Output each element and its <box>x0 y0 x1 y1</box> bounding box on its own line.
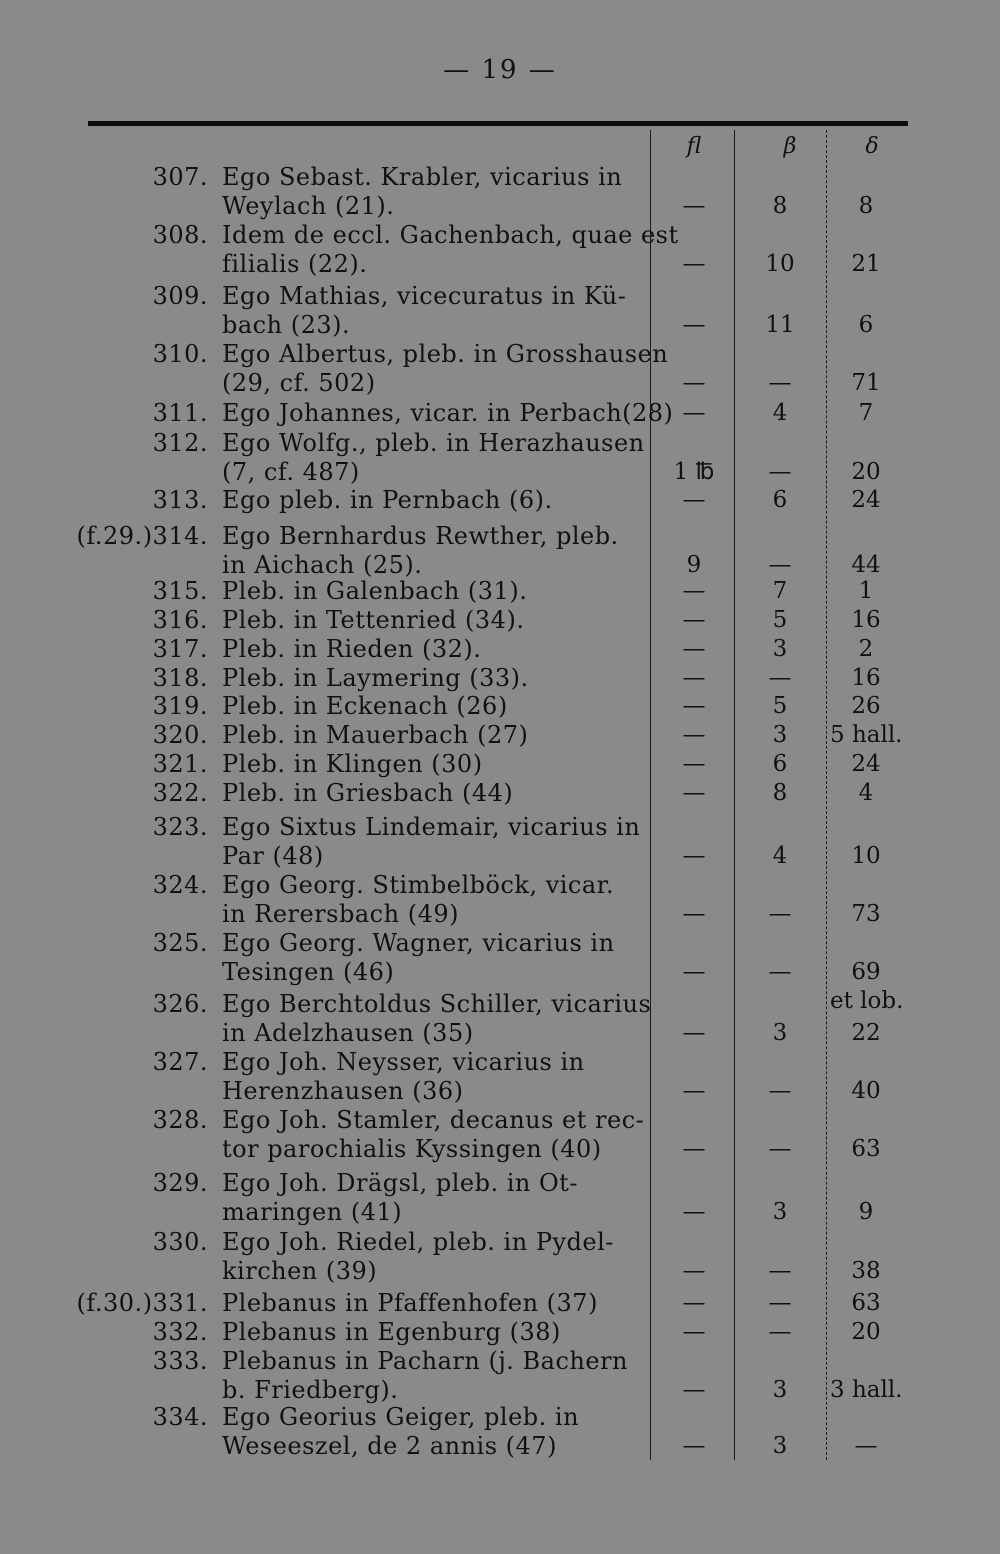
entry-text-line: Plebanus in Pacharn (j. Bachern <box>222 1347 629 1375</box>
entry-text-line: Ego Sebast. Krabler, vicarius in <box>222 163 623 191</box>
entry-text-line: Tesingen (46) <box>222 958 395 986</box>
entry-number: 310. <box>152 340 208 368</box>
entry-text-line: Ego Joh. Stamler, decanus et rec- <box>222 1106 645 1134</box>
cell-beta: — <box>768 665 792 691</box>
entry-text-line: in Adelzhausen (35) <box>222 1019 474 1047</box>
cell-delta: 20 <box>851 1319 881 1345</box>
cell-delta: 16 <box>851 607 881 633</box>
cell-delta: 40 <box>851 1078 881 1104</box>
cell-fl: — <box>682 312 706 338</box>
entry-text-line: Pleb. in Rieden (32). <box>222 635 482 663</box>
entry-text-line: Plebanus in Egenburg (38) <box>222 1318 561 1346</box>
cell-delta: 71 <box>851 370 881 396</box>
entry-text-line: Ego Johannes, vicar. in Perbach(28) <box>222 399 674 427</box>
cell-delta: 10 <box>851 843 881 869</box>
cell-delta: 9 <box>858 1199 874 1225</box>
entry-number: 316. <box>152 606 208 634</box>
cell-delta: 3 hall. <box>830 1377 903 1403</box>
cell-beta: — <box>768 1258 792 1284</box>
cell-delta: 8 <box>858 193 874 219</box>
cell-delta: 21 <box>851 251 881 277</box>
cell-fl: — <box>682 1377 706 1403</box>
cell-fl: — <box>682 780 706 806</box>
entry-text-line: Ego Georg. Stimbelböck, vicar. <box>222 871 615 899</box>
cell-delta: 69 <box>851 959 881 985</box>
cell-delta: 2 <box>858 636 874 662</box>
column-divider-beta <box>734 130 735 1460</box>
cell-fl: — <box>682 636 706 662</box>
entry-text-line: Pleb. in Laymering (33). <box>222 664 529 692</box>
entry-text-line: Plebanus in Pfaffenhofen (37) <box>222 1289 598 1317</box>
cell-delta: 6 <box>858 312 874 338</box>
cell-fl: — <box>682 1136 706 1162</box>
cell-fl: — <box>682 1319 706 1345</box>
cell-beta: 8 <box>772 780 788 806</box>
cell-beta: 6 <box>772 487 788 513</box>
entry-text-line: in Rerersbach (49) <box>222 900 459 928</box>
cell-beta: 3 <box>772 636 788 662</box>
entry-text-line: kirchen (39) <box>222 1257 378 1285</box>
cell-fl: — <box>682 370 706 396</box>
entry-text-line: Ego Wolfg., pleb. in Herazhausen <box>222 429 645 457</box>
entry-number: 312. <box>152 429 208 457</box>
entry-number: 322. <box>152 779 208 807</box>
cell-fl: 9 <box>686 552 702 578</box>
entry-text-line: Ego pleb. in Pernbach (6). <box>222 486 553 514</box>
cell-beta: 11 <box>765 312 795 338</box>
cell-beta: — <box>768 370 792 396</box>
cell-fl: — <box>682 665 706 691</box>
entry-number: 323. <box>152 813 208 841</box>
entry-text-line: Ego Joh. Riedel, pleb. in Pydel- <box>222 1228 614 1256</box>
entry-number: 328. <box>152 1106 208 1134</box>
entry-text-line: Ego Georius Geiger, pleb. in <box>222 1403 580 1431</box>
cell-fl: — <box>682 487 706 513</box>
cell-beta: — <box>768 901 792 927</box>
entry-number: 313. <box>152 486 208 514</box>
entry-text-line: Pleb. in Mauerbach (27) <box>222 721 529 749</box>
entry-number: 324. <box>152 871 208 899</box>
entry-text-line: b. Friedberg). <box>222 1376 399 1404</box>
entry-number: 309. <box>152 282 208 310</box>
cell-beta: — <box>768 552 792 578</box>
cell-delta: 73 <box>851 901 881 927</box>
cell-beta: 7 <box>772 578 788 604</box>
entry-text-line: Pleb. in Klingen (30) <box>222 750 483 778</box>
entry-text-line: Ego Joh. Neysser, vicarius in <box>222 1048 585 1076</box>
column-header-beta: β <box>783 134 797 159</box>
cell-fl: — <box>682 693 706 719</box>
entry-text-line: Pleb. in Griesbach (44) <box>222 779 514 807</box>
entry-number: 321. <box>152 750 208 778</box>
cell-delta: 1 <box>858 578 874 604</box>
cell-delta: 44 <box>851 552 881 578</box>
entry-number: 315. <box>152 577 208 605</box>
entry-number: 319. <box>152 692 208 720</box>
entry-number: 333. <box>152 1347 208 1375</box>
cell-beta: — <box>768 1290 792 1316</box>
cell-fl: — <box>682 1020 706 1046</box>
cell-beta: 5 <box>772 607 788 633</box>
entry-number: 318. <box>152 664 208 692</box>
cell-fl: — <box>682 1433 706 1459</box>
cell-delta: 26 <box>851 693 881 719</box>
cell-delta: 63 <box>851 1136 881 1162</box>
cell-fl: — <box>682 1290 706 1316</box>
entry-number: 317. <box>152 635 208 663</box>
entry-number: (f.30.)331. <box>76 1289 208 1317</box>
cell-fl: — <box>682 400 706 426</box>
entry-text-line: Weylach (21). <box>222 192 395 220</box>
column-divider-delta <box>826 130 828 1460</box>
cell-fl: — <box>682 193 706 219</box>
cell-beta: 3 <box>772 722 788 748</box>
entry-text-line: (29, cf. 502) <box>222 369 376 397</box>
entry-text-line: (7, cf. 487) <box>222 458 360 486</box>
cell-beta: — <box>768 1319 792 1345</box>
entry-text-line: Ego Joh. Drägsl, pleb. in Ot- <box>222 1169 578 1197</box>
entry-text-line: Weseeszel, de 2 annis (47) <box>222 1432 557 1460</box>
cell-beta: 8 <box>772 193 788 219</box>
cell-fl: 1 ℔ <box>673 459 715 485</box>
entry-number: 329. <box>152 1169 208 1197</box>
cell-delta: 38 <box>851 1258 881 1284</box>
cell-fl: — <box>682 1078 706 1104</box>
entry-text-line: Par (48) <box>222 842 324 870</box>
cell-beta: 3 <box>772 1433 788 1459</box>
cell-delta: 4 <box>858 780 874 806</box>
entry-number: 325. <box>152 929 208 957</box>
entry-text-line: in Aichach (25). <box>222 551 423 579</box>
cell-beta: — <box>768 1136 792 1162</box>
entry-number: 308. <box>152 221 208 249</box>
cell-delta: 63 <box>851 1290 881 1316</box>
column-header-delta: δ <box>865 134 879 159</box>
entry-number: 311. <box>152 399 208 427</box>
entry-text-line: filialis (22). <box>222 250 368 278</box>
cell-fl: — <box>682 843 706 869</box>
cell-beta: — <box>768 459 792 485</box>
cell-delta: 5 hall. <box>830 722 903 748</box>
entry-text-line: Ego Berchtoldus Schiller, vicarius <box>222 990 652 1018</box>
entry-number: 320. <box>152 721 208 749</box>
cell-fl: — <box>682 959 706 985</box>
entry-number: 326. <box>152 990 208 1018</box>
cell-delta: — <box>854 1433 878 1459</box>
entry-text-line: Herenzhausen (36) <box>222 1077 464 1105</box>
entry-number: 332. <box>152 1318 208 1346</box>
cell-beta: — <box>768 1078 792 1104</box>
cell-fl: — <box>682 251 706 277</box>
entry-text-line: Ego Albertus, pleb. in Grosshausen <box>222 340 669 368</box>
column-header-fl: fl <box>686 134 702 159</box>
cell-delta: 22 <box>851 1020 881 1046</box>
entry-text-line: maringen (41) <box>222 1198 403 1226</box>
cell-beta: 3 <box>772 1377 788 1403</box>
cell-beta: 10 <box>765 251 795 277</box>
cell-beta: 6 <box>772 751 788 777</box>
entry-text-line: Pleb. in Galenbach (31). <box>222 577 528 605</box>
entry-text-line: Ego Bernhardus Rewther, pleb. <box>222 522 619 550</box>
header-rule <box>88 121 908 126</box>
cell-fl: — <box>682 1258 706 1284</box>
column-divider-fl <box>650 130 651 1460</box>
entry-number: 307. <box>152 163 208 191</box>
cell-beta: 3 <box>772 1020 788 1046</box>
cell-fl: — <box>682 901 706 927</box>
cell-delta: 20 <box>851 459 881 485</box>
entry-text-line: Ego Mathias, vicecuratus in Kü- <box>222 282 627 310</box>
cell-beta: — <box>768 959 792 985</box>
cell-beta: 4 <box>772 843 788 869</box>
cell-delta: 7 <box>858 400 874 426</box>
entry-number: 334. <box>152 1403 208 1431</box>
entry-text-line: Idem de eccl. Gachenbach, quae est <box>222 221 679 249</box>
entry-number: 330. <box>152 1228 208 1256</box>
cell-delta-note: et lob. <box>830 988 904 1014</box>
cell-fl: — <box>682 578 706 604</box>
entry-text-line: bach (23). <box>222 311 351 339</box>
entry-number: (f.29.)314. <box>76 522 208 550</box>
page-number: — 19 — <box>443 55 557 85</box>
entry-text-line: Pleb. in Eckenach (26) <box>222 692 508 720</box>
cell-delta: 24 <box>851 487 881 513</box>
cell-beta: 5 <box>772 693 788 719</box>
entry-text-line: Ego Georg. Wagner, vicarius in <box>222 929 615 957</box>
entry-text-line: tor parochialis Kyssingen (40) <box>222 1135 602 1163</box>
cell-fl: — <box>682 751 706 777</box>
cell-fl: — <box>682 607 706 633</box>
cell-fl: — <box>682 1199 706 1225</box>
entry-number: 327. <box>152 1048 208 1076</box>
cell-beta: 4 <box>772 400 788 426</box>
cell-beta: 3 <box>772 1199 788 1225</box>
cell-delta: 16 <box>851 665 881 691</box>
entry-text-line: Ego Sixtus Lindemair, vicarius in <box>222 813 641 841</box>
cell-fl: — <box>682 722 706 748</box>
cell-delta: 24 <box>851 751 881 777</box>
entry-text-line: Pleb. in Tettenried (34). <box>222 606 525 634</box>
